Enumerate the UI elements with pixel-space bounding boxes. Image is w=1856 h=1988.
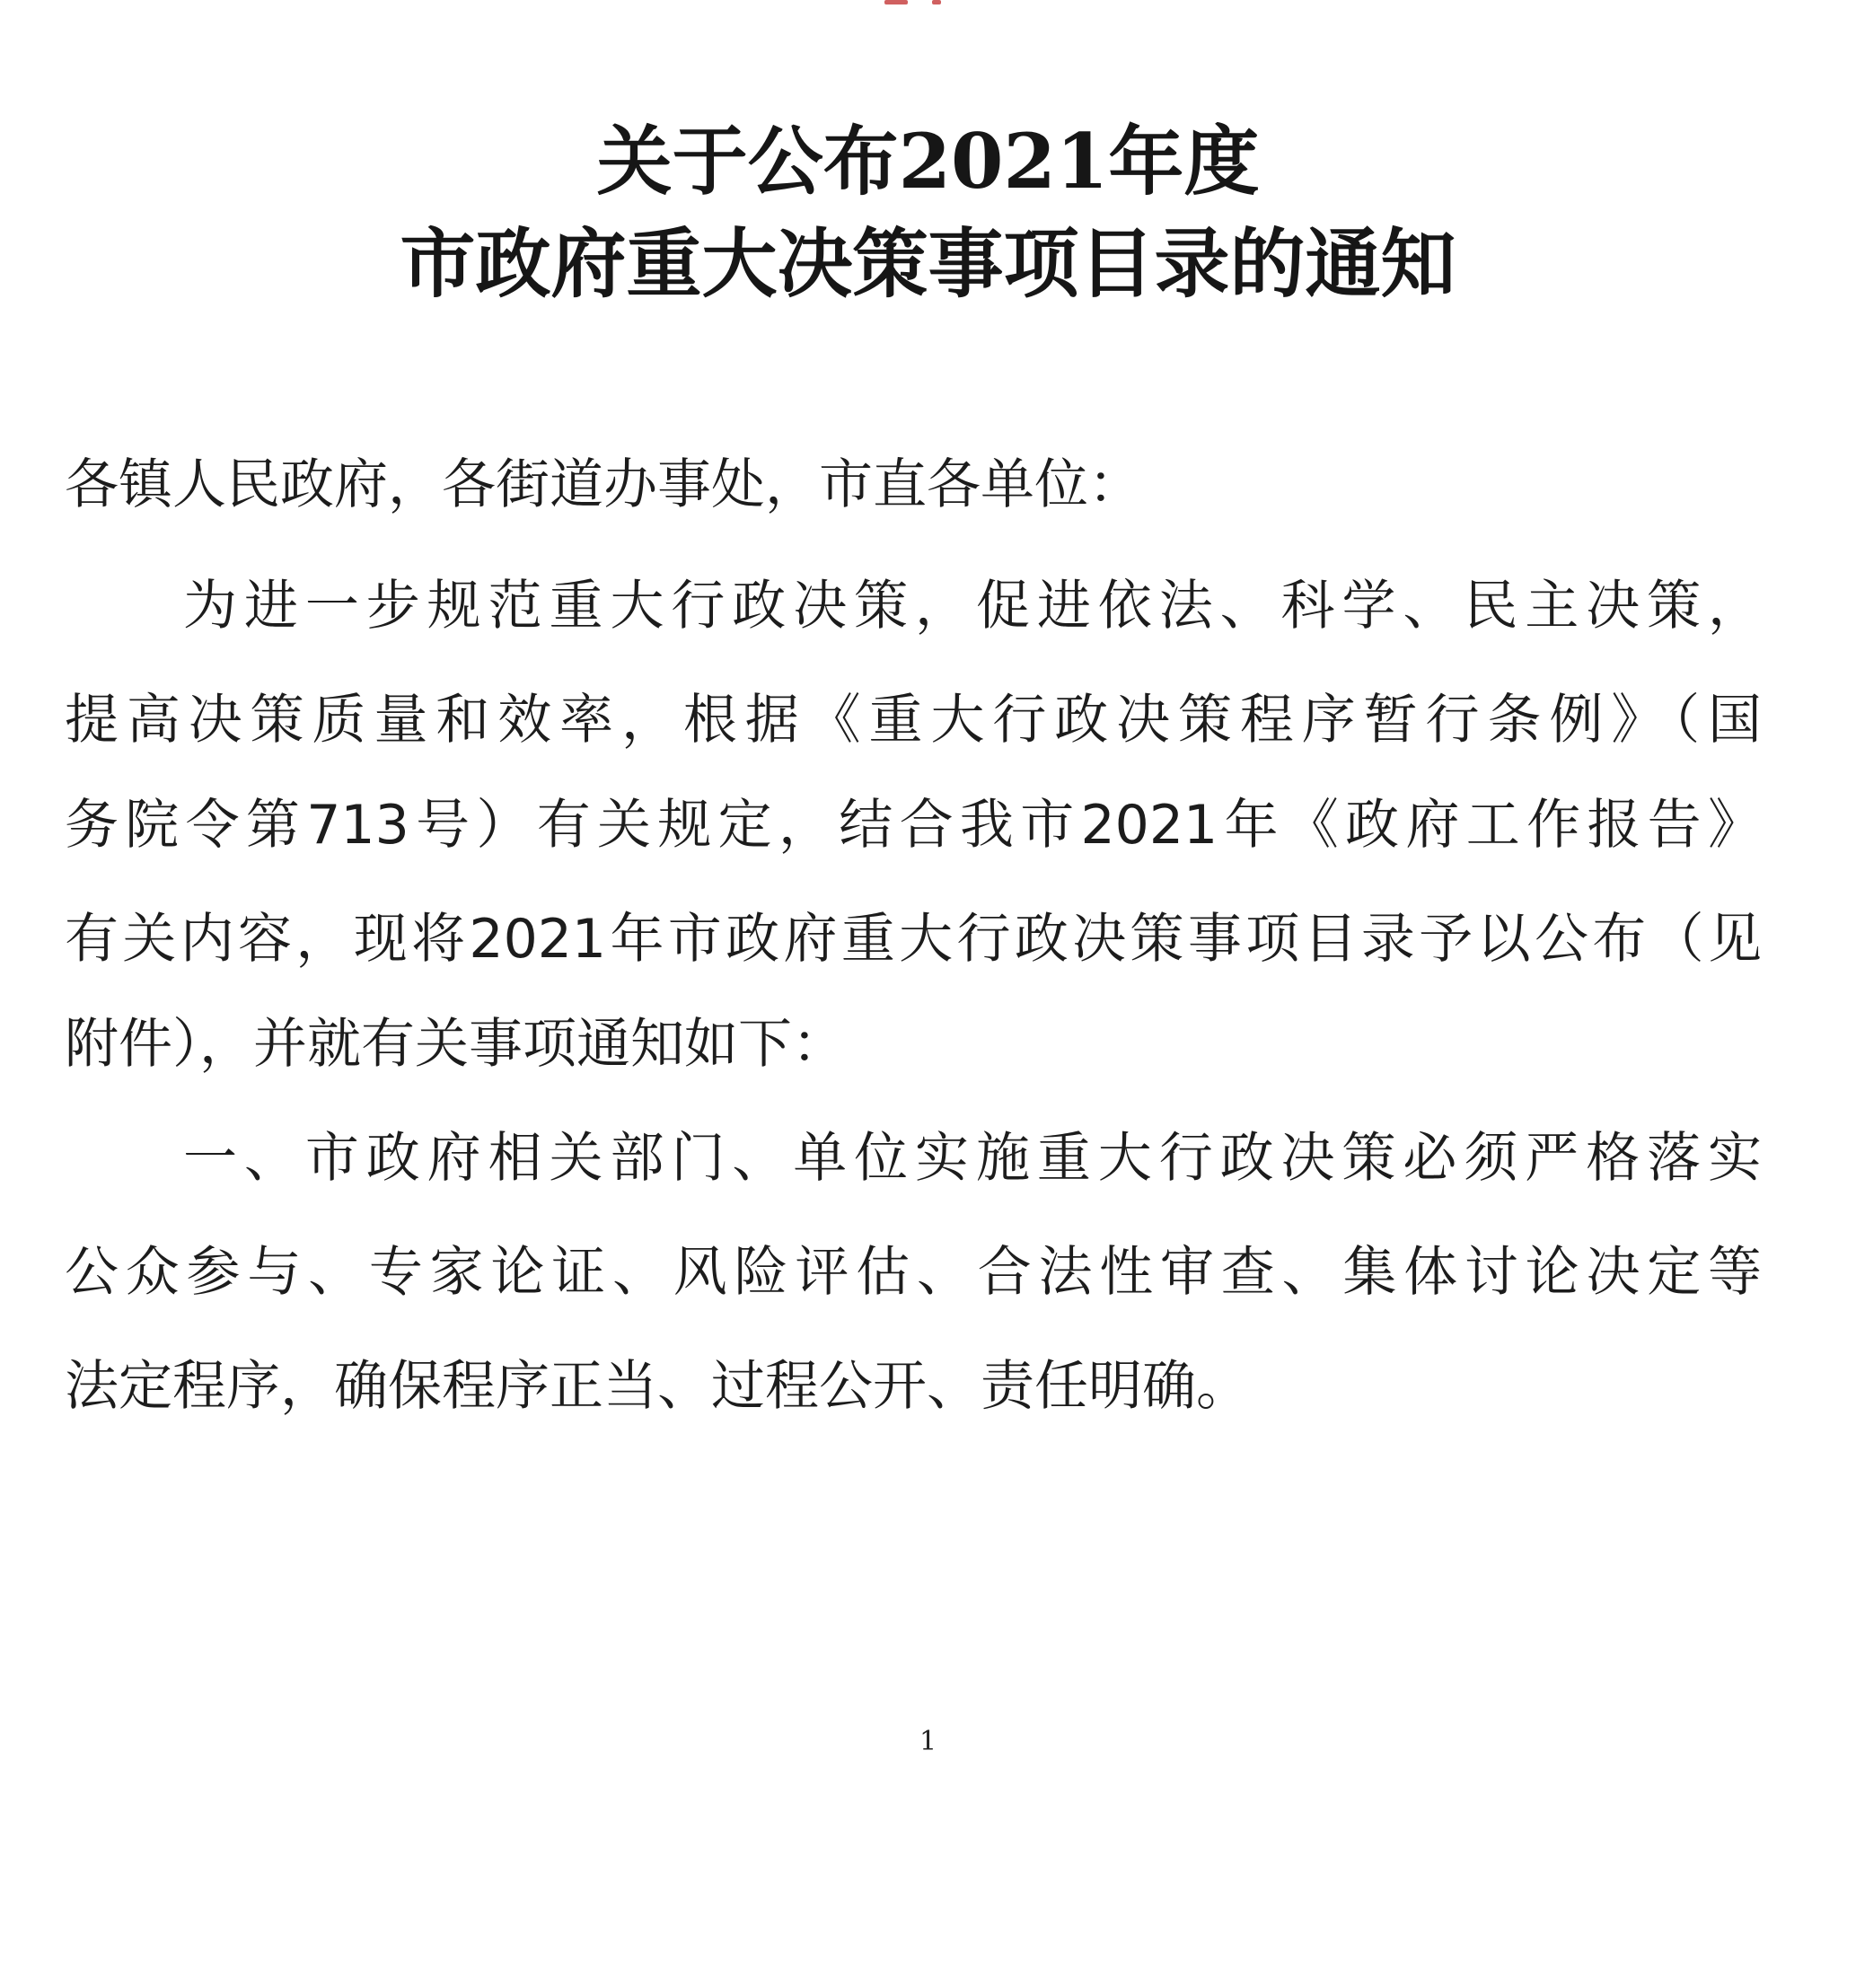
paragraph-1-line-1: 为进一步规范重大行政决策，促进依法、科学、民主决策，	[183, 575, 1762, 638]
paragraph-1-line-2: 提高决策质量和效率，根据《重大行政决策程序暂行条例》（国	[65, 689, 1762, 752]
salutation: 各镇人民政府，各街道办事处，市直各单位：	[65, 453, 1142, 516]
paragraph-1-line-5: 附件），并就有关事项通知如下：	[65, 1013, 846, 1076]
paragraph-2-line-2: 公众参与、专家论证、风险评估、合法性审查、集体讨论决定等	[65, 1241, 1762, 1304]
red-mark	[932, 0, 941, 4]
red-mark	[884, 0, 908, 4]
paragraph-2-line-1: 一、市政府相关部门、单位实施重大行政决策必须严格落实	[183, 1127, 1762, 1190]
page-number: 1	[919, 1726, 937, 1757]
document-title-line-2: 市政府重大决策事项目录的通知	[400, 219, 1456, 308]
paragraph-1-line-3: 务院令第713号）有关规定，结合我市2021年《政府工作报告》	[65, 794, 1762, 857]
document-title-line-1: 关于公布2021年度	[596, 117, 1260, 206]
paragraph-1-line-4: 有关内容，现将2021年市政府重大行政决策事项目录予以公布（见	[65, 908, 1762, 971]
paragraph-2-line-3: 法定程序，确保程序正当、过程公开、责任明确。	[65, 1355, 1250, 1418]
